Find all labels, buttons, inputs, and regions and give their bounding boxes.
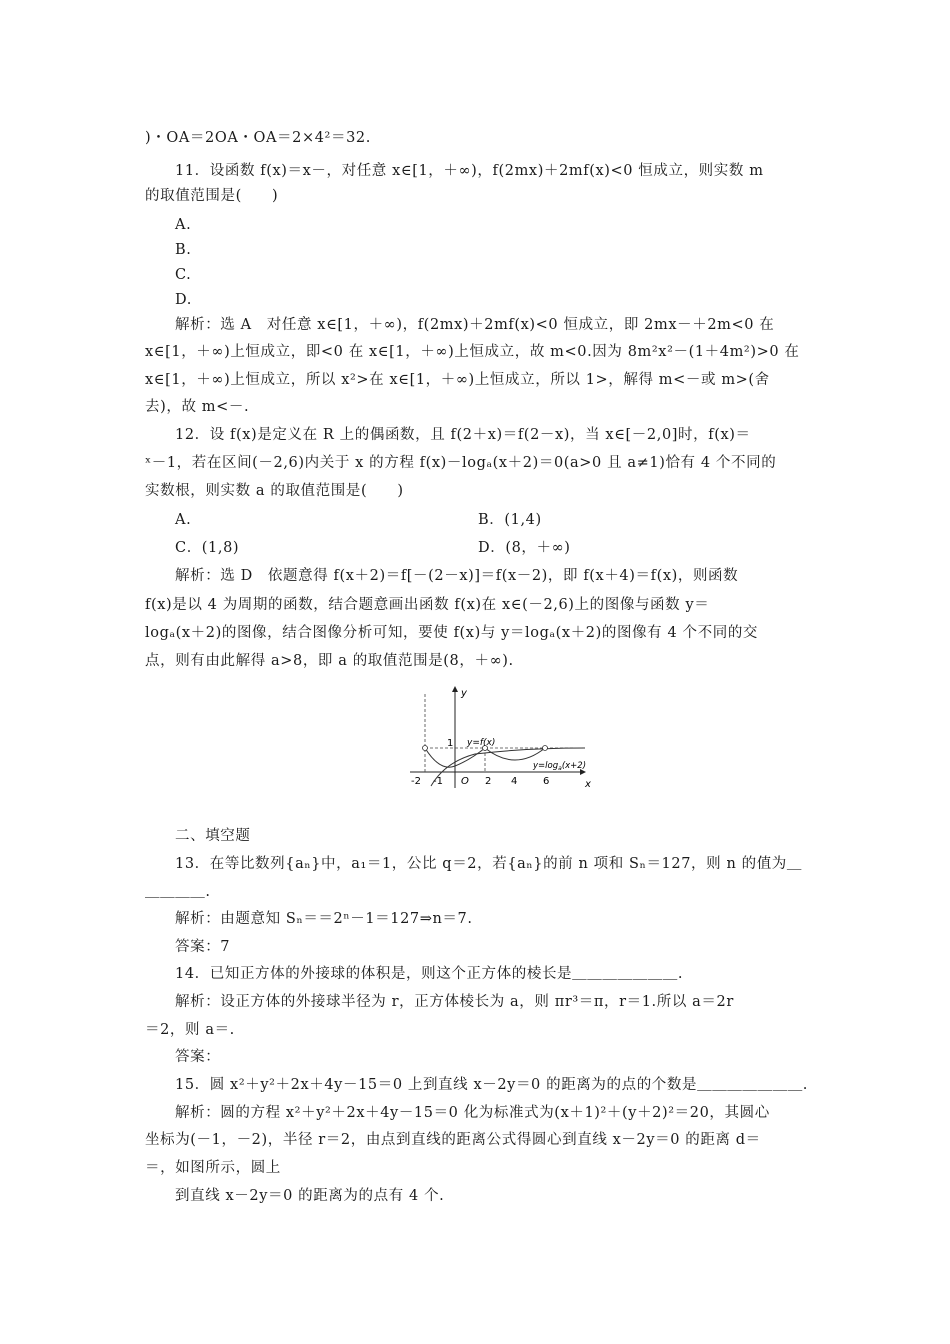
option-c-text: C．(1,8) [175, 540, 240, 556]
text-line: ＿＿＿＿. [145, 884, 211, 900]
x-axis-label: x [585, 779, 591, 790]
question-14: 14．已知正方体的外接球的体积是，则这个正方体的棱长是＿＿＿＿＿＿＿. [175, 966, 684, 982]
text-line: 到直线 x－2y＝0 的距离为的点有 4 个. [175, 1188, 445, 1204]
option-a-text: A. [175, 512, 192, 528]
open-point-right [543, 746, 548, 751]
curve-f-label: y=f(x) [467, 738, 496, 748]
solution-12: 解析：选 D 依题意得 f(x＋2)＝f[－(2－x)]＝f(x－2)，即 f(x＋4)＝f(x)，则函数 [175, 568, 739, 584]
section-heading: 二、填空题 [175, 828, 251, 844]
text-line: x∈[1，＋∞)上恒成立，即<0 在 x∈[1，＋∞)上恒成立，故 m<0.因为 8m²x²－(1＋4m²)>0 在 [145, 344, 800, 360]
text-line: 的取值范围是( ) [145, 188, 279, 204]
solution-11: 解析：选 A 对任意 x∈[1，＋∞)，f(2mx)＋2mf(x)<0 恒成立，即 2mx－＋2m<0 在 [175, 317, 775, 333]
question-11: 11．设函数 f(x)＝x－，对任意 x∈[1，＋∞)，f(2mx)＋2mf(x)<0 恒成立，则实数 m [175, 163, 764, 179]
origin-label: O [461, 776, 469, 787]
question-15: 15．圆 x²＋y²＋2x＋4y－15＝0 上到直线 x－2y＝0 的距离为的点的个数是＿＿＿＿＿＿＿. [175, 1077, 809, 1093]
text-line: 实数根，则实数 a 的取值范围是( ) [145, 483, 404, 499]
function-graph-figure [405, 684, 595, 794]
text-line: f(x)是以 4 为周期的函数，结合题意画出函数 f(x)在 x∈(－2,6)上的图像与函数 y＝ [145, 597, 710, 613]
question-12: 12．设 f(x)是定义在 R 上的偶函数，且 f(2＋x)＝f(2－x)，当 x∈[－2,0]时，f(x)＝ [175, 427, 751, 443]
x-tick-label: -2 [411, 776, 421, 787]
text-line: 坐标为(－1，－2)，半径 r＝2，由点到直线的距离公式得圆心到直线 x－2y＝0 的距离 d＝ [145, 1132, 761, 1148]
answer-13: 答案：7 [175, 939, 231, 955]
solution-13: 解析：由题意知 Sₙ＝＝2ⁿ－1＝127⇒n＝7. [175, 911, 473, 927]
option-b: B．(1,4) [478, 512, 542, 528]
x-tick-label: 4 [511, 776, 518, 787]
option-c: C. [175, 267, 192, 283]
y-tick-label: 1 [447, 738, 454, 749]
text-line: 点，则有由此解得 a>8，即 a 的取值范围是(8，＋∞). [145, 653, 514, 669]
solution-15: 解析：圆的方程 x²＋y²＋2x＋4y－15＝0 化为标准式为(x＋1)²＋(y＋2)²＝20，其圆心 [175, 1105, 770, 1121]
option-c [175, 538, 571, 558]
x-tick-label: 2 [485, 776, 492, 787]
y-axis-label: y [461, 688, 467, 699]
log-label-tail: (x+2) [561, 761, 587, 771]
x-tick-label: -1 [433, 776, 443, 787]
open-point-left [423, 746, 428, 751]
text-line: ˣ－1，若在区间(－2,6)内关于 x 的方程 f(x)－logₐ(x＋2)＝0(a>0 且 a≠1)恰有 4 个不同的 [145, 455, 777, 471]
text-line: logₐ(x＋2)的图像，结合图像分析可知，要使 f(x)与 y＝logₐ(x＋2)的图像有 4 个不同的交 [145, 625, 759, 641]
text-line: 去)，故 m<－. [145, 399, 250, 415]
curve-log-label [532, 761, 586, 772]
solution-14: 解析：设正方体的外接球半径为 r，正方体棱长为 a，则 πr³＝π，r＝1.所以 a＝2r [175, 994, 734, 1010]
option-d: D．(8，＋∞) [478, 540, 571, 556]
option-a: A. [175, 217, 192, 233]
log-label-sub: a [558, 765, 562, 772]
option-d: D. [175, 292, 192, 308]
text-line: ＝，如图所示，圆上 [145, 1160, 281, 1176]
x-tick-label: 6 [543, 776, 550, 787]
log-label-main: y=log [533, 761, 559, 771]
graph-svg [405, 684, 595, 794]
question-13: 13．在等比数列{aₙ}中，a₁＝1，公比 q＝2，若{aₙ}的前 n 项和 Sₙ＝127，则 n 的值为＿ [175, 856, 802, 872]
text-line: )・OA＝2OA・OA＝2×4²＝32. [145, 130, 371, 146]
text-line: ＝2，则 a＝. [145, 1022, 235, 1038]
answer-14: 答案： [175, 1049, 221, 1065]
option-b: B. [175, 242, 192, 258]
option-a [175, 510, 542, 530]
text-line: x∈[1，＋∞)上恒成立，所以 x²>在 x∈[1，＋∞)上恒成立，所以 1>，解得 m<－或 m>(舍 [145, 372, 770, 388]
